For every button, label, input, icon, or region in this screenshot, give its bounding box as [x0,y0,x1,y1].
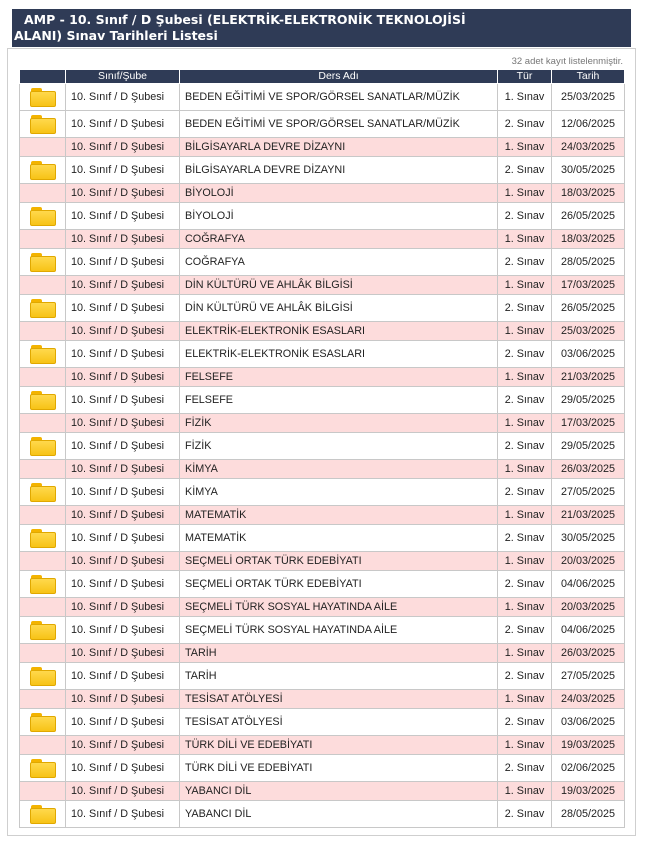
row-icon-cell[interactable] [20,387,66,414]
row-icon-cell [20,184,66,203]
row-icon-cell[interactable] [20,525,66,552]
class-cell: 10. Sınıf / D Şubesi [66,617,180,644]
table-row [20,111,625,138]
course-cell: BİYOLOJİ [180,184,498,203]
page-title [12,9,631,47]
course-cell: TÜRK DİLİ VE EDEBİYATI [180,755,498,782]
exam-type-cell: 2. Sınav [498,341,552,368]
row-icon-cell [20,460,66,479]
exam-type-cell: 1. Sınav [498,368,552,387]
exam-date-cell: 28/05/2025 [552,801,625,828]
class-cell: 10. Sınıf / D Şubesi [66,387,180,414]
table-row [20,755,625,782]
exam-date-cell: 26/03/2025 [552,460,625,479]
folder-icon[interactable] [29,575,56,594]
course-cell: BİLGİSAYARLA DEVRE DİZAYNI [180,157,498,184]
exam-date-cell: 25/03/2025 [552,84,625,111]
course-cell: DİN KÜLTÜRÜ VE AHLÂK BİLGİSİ [180,295,498,322]
course-cell: BEDEN EĞİTİMİ VE SPOR/GÖRSEL SANATLAR/MÜZİK [180,111,498,138]
exam-type-cell: 2. Sınav [498,709,552,736]
exam-date-cell: 20/03/2025 [552,552,625,571]
course-cell: COĞRAFYA [180,230,498,249]
course-cell: ELEKTRİK-ELEKTRONİK ESASLARI [180,341,498,368]
row-icon-cell[interactable] [20,341,66,368]
class-cell: 10. Sınıf / D Şubesi [66,295,180,322]
course-cell: TESİSAT ATÖLYESİ [180,690,498,709]
table-row [20,552,625,571]
table-row [20,506,625,525]
exam-date-cell: 21/03/2025 [552,368,625,387]
exam-type-cell: 2. Sınav [498,479,552,506]
course-cell: COĞRAFYA [180,249,498,276]
folder-icon[interactable] [29,483,56,502]
exam-type-cell: 1. Sınav [498,230,552,249]
course-cell: TARİH [180,644,498,663]
folder-icon[interactable] [29,115,56,134]
folder-icon[interactable] [29,345,56,364]
course-cell: YABANCI DİL [180,801,498,828]
course-cell: FİZİK [180,433,498,460]
table-row [20,295,625,322]
table-row [20,690,625,709]
class-cell: 10. Sınıf / D Şubesi [66,157,180,184]
table-row [20,663,625,690]
exam-type-cell: 1. Sınav [498,184,552,203]
table-row [20,433,625,460]
table-row [20,341,625,368]
table-row [20,157,625,184]
exam-type-cell: 2. Sınav [498,295,552,322]
exam-list-panel [7,48,636,836]
exam-type-cell: 2. Sınav [498,663,552,690]
row-icon-cell [20,644,66,663]
row-icon-cell [20,368,66,387]
exam-date-cell: 27/05/2025 [552,663,625,690]
folder-icon[interactable] [29,667,56,686]
folder-icon[interactable] [29,253,56,272]
course-cell: MATEMATİK [180,525,498,552]
row-icon-cell[interactable] [20,84,66,111]
row-icon-cell[interactable] [20,709,66,736]
exam-date-cell: 18/03/2025 [552,230,625,249]
class-cell: 10. Sınıf / D Şubesi [66,782,180,801]
exam-type-cell: 2. Sınav [498,801,552,828]
class-cell: 10. Sınıf / D Şubesi [66,801,180,828]
exam-type-cell: 1. Sınav [498,84,552,111]
course-cell: SEÇMELİ ORTAK TÜRK EDEBİYATI [180,571,498,598]
exam-date-cell: 04/06/2025 [552,571,625,598]
row-icon-cell[interactable] [20,801,66,828]
column-header-course: Ders Adı [180,70,498,84]
class-cell: 10. Sınıf / D Şubesi [66,644,180,663]
class-cell: 10. Sınıf / D Şubesi [66,230,180,249]
exam-date-cell: 24/03/2025 [552,138,625,157]
class-cell: 10. Sınıf / D Şubesi [66,755,180,782]
class-cell: 10. Sınıf / D Şubesi [66,460,180,479]
exam-date-cell: 03/06/2025 [552,709,625,736]
exam-date-cell: 26/05/2025 [552,295,625,322]
exam-type-cell: 1. Sınav [498,276,552,295]
exam-type-cell: 2. Sınav [498,387,552,414]
course-cell: SEÇMELİ TÜRK SOSYAL HAYATINDA AİLE [180,617,498,644]
page-title-line-2: ALANI) Sınav Tarihleri Listesi [14,28,218,43]
course-cell: TÜRK DİLİ VE EDEBİYATI [180,736,498,755]
row-icon-cell[interactable] [20,295,66,322]
exam-date-cell: 26/03/2025 [552,644,625,663]
exam-type-cell: 2. Sınav [498,617,552,644]
exam-type-cell: 1. Sınav [498,552,552,571]
exam-type-cell: 1. Sınav [498,690,552,709]
row-icon-cell[interactable] [20,157,66,184]
folder-icon[interactable] [29,713,56,732]
folder-icon[interactable] [29,88,56,107]
exam-date-cell: 19/03/2025 [552,782,625,801]
table-row [20,617,625,644]
class-cell: 10. Sınıf / D Şubesi [66,249,180,276]
course-cell: FİZİK [180,414,498,433]
table-row [20,230,625,249]
class-cell: 10. Sınıf / D Şubesi [66,552,180,571]
course-cell: BEDEN EĞİTİMİ VE SPOR/GÖRSEL SANATLAR/MÜZİK [180,84,498,111]
exam-date-cell: 17/03/2025 [552,414,625,433]
class-cell: 10. Sınıf / D Şubesi [66,111,180,138]
exam-date-cell: 26/05/2025 [552,203,625,230]
row-icon-cell[interactable] [20,571,66,598]
exam-type-cell: 1. Sınav [498,506,552,525]
exam-date-cell: 03/06/2025 [552,341,625,368]
exam-type-cell: 2. Sınav [498,433,552,460]
table-row [20,460,625,479]
table-row [20,479,625,506]
column-header-icon [20,70,66,84]
exam-date-cell: 27/05/2025 [552,479,625,506]
column-header-type: Tür [498,70,552,84]
class-cell: 10. Sınıf / D Şubesi [66,663,180,690]
folder-icon[interactable] [29,437,56,456]
exam-dates-table [19,69,625,828]
column-header-date: Tarih [552,70,625,84]
row-icon-cell[interactable] [20,755,66,782]
exam-type-cell: 2. Sınav [498,525,552,552]
exam-type-cell: 1. Sınav [498,644,552,663]
folder-icon[interactable] [29,621,56,640]
row-icon-cell [20,276,66,295]
exam-type-cell: 1. Sınav [498,598,552,617]
table-row [20,782,625,801]
exam-type-cell: 1. Sınav [498,414,552,433]
course-cell: FELSEFE [180,387,498,414]
class-cell: 10. Sınıf / D Şubesi [66,138,180,157]
class-cell: 10. Sınıf / D Şubesi [66,414,180,433]
exam-date-cell: 30/05/2025 [552,525,625,552]
exam-date-cell: 21/03/2025 [552,506,625,525]
exam-date-cell: 02/06/2025 [552,755,625,782]
row-icon-cell[interactable] [20,479,66,506]
exam-type-cell: 2. Sınav [498,755,552,782]
class-cell: 10. Sınıf / D Şubesi [66,598,180,617]
exam-type-cell: 1. Sınav [498,138,552,157]
exam-date-cell: 30/05/2025 [552,157,625,184]
course-cell: MATEMATİK [180,506,498,525]
course-cell: TESİSAT ATÖLYESİ [180,709,498,736]
class-cell: 10. Sınıf / D Şubesi [66,184,180,203]
table-row [20,276,625,295]
table-row [20,598,625,617]
exam-date-cell: 28/05/2025 [552,249,625,276]
course-cell: ELEKTRİK-ELEKTRONİK ESASLARI [180,322,498,341]
folder-icon[interactable] [29,299,56,318]
column-header-class: Sınıf/Şube [66,70,180,84]
record-count: 32 adet kayıt listelenmiştir. [511,56,623,67]
table-row [20,184,625,203]
row-icon-cell [20,736,66,755]
row-icon-cell[interactable] [20,617,66,644]
exam-type-cell: 1. Sınav [498,460,552,479]
folder-icon[interactable] [29,391,56,410]
exam-date-cell: 29/05/2025 [552,387,625,414]
course-cell: DİN KÜLTÜRÜ VE AHLÂK BİLGİSİ [180,276,498,295]
course-cell: BİLGİSAYARLA DEVRE DİZAYNI [180,138,498,157]
table-row [20,249,625,276]
row-icon-cell [20,506,66,525]
row-icon-cell[interactable] [20,111,66,138]
class-cell: 10. Sınıf / D Şubesi [66,322,180,341]
row-icon-cell[interactable] [20,433,66,460]
course-cell: KİMYA [180,460,498,479]
exam-date-cell: 20/03/2025 [552,598,625,617]
course-cell: SEÇMELİ ORTAK TÜRK EDEBİYATI [180,552,498,571]
row-icon-cell [20,552,66,571]
class-cell: 10. Sınıf / D Şubesi [66,203,180,230]
row-icon-cell[interactable] [20,249,66,276]
exam-date-cell: 18/03/2025 [552,184,625,203]
folder-icon[interactable] [29,161,56,180]
course-cell: KİMYA [180,479,498,506]
exam-type-cell: 2. Sınav [498,571,552,598]
table-row [20,644,625,663]
class-cell: 10. Sınıf / D Şubesi [66,506,180,525]
table-row [20,525,625,552]
row-icon-cell[interactable] [20,663,66,690]
table-row [20,368,625,387]
table-row [20,387,625,414]
exam-date-cell: 24/03/2025 [552,690,625,709]
course-cell: SEÇMELİ TÜRK SOSYAL HAYATINDA AİLE [180,598,498,617]
folder-icon[interactable] [29,759,56,778]
course-cell: FELSEFE [180,368,498,387]
row-icon-cell [20,414,66,433]
folder-icon[interactable] [29,805,56,824]
class-cell: 10. Sınıf / D Şubesi [66,525,180,552]
course-cell: YABANCI DİL [180,782,498,801]
folder-icon[interactable] [29,529,56,548]
class-cell: 10. Sınıf / D Şubesi [66,690,180,709]
exam-type-cell: 1. Sınav [498,782,552,801]
exam-date-cell: 25/03/2025 [552,322,625,341]
course-cell: BİYOLOJİ [180,203,498,230]
table-row [20,736,625,755]
exam-type-cell: 1. Sınav [498,322,552,341]
row-icon-cell [20,598,66,617]
exam-type-cell: 2. Sınav [498,111,552,138]
row-icon-cell [20,138,66,157]
table-row [20,203,625,230]
exam-type-cell: 2. Sınav [498,249,552,276]
table-row [20,84,625,111]
table-row [20,571,625,598]
class-cell: 10. Sınıf / D Şubesi [66,736,180,755]
table-row [20,709,625,736]
table-header-row [20,70,625,84]
class-cell: 10. Sınıf / D Şubesi [66,709,180,736]
table-row [20,138,625,157]
table-row [20,801,625,828]
class-cell: 10. Sınıf / D Şubesi [66,84,180,111]
class-cell: 10. Sınıf / D Şubesi [66,368,180,387]
class-cell: 10. Sınıf / D Şubesi [66,276,180,295]
class-cell: 10. Sınıf / D Şubesi [66,341,180,368]
class-cell: 10. Sınıf / D Şubesi [66,571,180,598]
folder-icon[interactable] [29,207,56,226]
row-icon-cell [20,782,66,801]
row-icon-cell [20,322,66,341]
table-row [20,322,625,341]
course-cell: TARİH [180,663,498,690]
exam-date-cell: 19/03/2025 [552,736,625,755]
page-title-line-1: AMP - 10. Sınıf / D Şubesi (ELEKTRİK-ELEKTRONİK TEKNOLOJİSİ [24,12,466,27]
exam-date-cell: 17/03/2025 [552,276,625,295]
exam-type-cell: 2. Sınav [498,157,552,184]
exam-date-cell: 04/06/2025 [552,617,625,644]
table-row [20,414,625,433]
class-cell: 10. Sınıf / D Şubesi [66,479,180,506]
row-icon-cell [20,690,66,709]
exam-type-cell: 2. Sınav [498,203,552,230]
exam-date-cell: 12/06/2025 [552,111,625,138]
row-icon-cell [20,230,66,249]
exam-date-cell: 29/05/2025 [552,433,625,460]
class-cell: 10. Sınıf / D Şubesi [66,433,180,460]
exam-type-cell: 1. Sınav [498,736,552,755]
row-icon-cell[interactable] [20,203,66,230]
